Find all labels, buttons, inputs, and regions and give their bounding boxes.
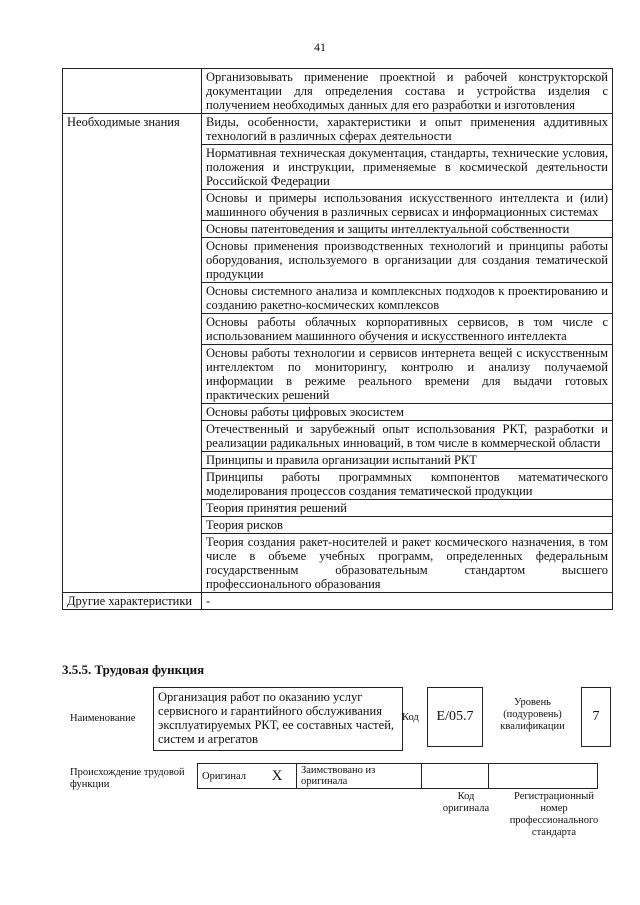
row-label xyxy=(63,404,202,421)
origin-code-label: Код оригинала xyxy=(442,791,490,814)
name-label: Наименование xyxy=(70,713,136,724)
row-value: Нормативная техническая документация, стандарты, технические условия, положения и инструкции, применяемые в космической деятельности Российской Федерации xyxy=(202,145,613,190)
row-label xyxy=(63,221,202,238)
function-name-box: Организация работ по оказанию услуг сервисного и гарантийного обслуживания эксплуатируемых РКТ, ее составных частей, систем и агрегатов xyxy=(153,687,403,751)
row-label xyxy=(63,69,202,114)
row-value: Основы системного анализа и комплексных подходов к проектированию и созданию ракетно-космических комплексов xyxy=(202,283,613,314)
table-row xyxy=(63,421,613,452)
row-value: Основы и примеры использования искусственного интеллекта и (или) машинного обучения в различных сервисах и информационных системах xyxy=(202,190,613,221)
row-value: Теория рисков xyxy=(202,517,613,534)
table-row xyxy=(63,69,613,114)
section-title: 3.5.5. Трудовая функция xyxy=(62,662,205,677)
table-row xyxy=(63,469,613,500)
table-row xyxy=(63,345,613,404)
page-number: 41 xyxy=(314,40,326,54)
row-value: Организовывать применение проектной и рабочей конструкторской документации для определения состава и устройства изделия с получением необходимых данных для его разработки и изготовления xyxy=(202,69,613,114)
original-label: Оригинал xyxy=(198,764,259,789)
row-value: Основы работы технологии и сервисов интернета вещей с искусственным интеллектом по мониторингу, контролю и анализу получаемой информации в режиме реального времени для выдачи готовых практических решений xyxy=(202,345,613,404)
row-label xyxy=(63,283,202,314)
row-label xyxy=(63,517,202,534)
reg-number-cell xyxy=(489,764,598,789)
level-label: Уровень (подуровень) квалификации xyxy=(500,697,565,732)
origin-code-cell xyxy=(422,764,489,789)
row-label xyxy=(63,145,202,190)
row-label xyxy=(63,314,202,345)
row-value: Основы работы облачных корпоративных сервисов, в том числе с использованием машинного обучения и искусственного интеллекта xyxy=(202,314,613,345)
knowledge-table xyxy=(62,68,613,610)
row-label xyxy=(63,345,202,404)
table-row xyxy=(63,404,613,421)
table-row xyxy=(63,500,613,517)
row-label: Другие характеристики xyxy=(63,593,202,610)
row-value: Основы работы цифровых экосистем xyxy=(202,404,613,421)
row-label xyxy=(63,452,202,469)
table-row xyxy=(63,593,613,610)
row-value: Отечественный и зарубежный опыт использования РКТ, разработки и реализации радикальных инноваций, в том числе в коммерческой области xyxy=(202,421,613,452)
table-row xyxy=(63,114,613,145)
row-label xyxy=(63,534,202,593)
row-value: - xyxy=(202,593,613,610)
row-value: Принципы работы программных компонентов математического моделирования процессов создания тематической продукции xyxy=(202,469,613,500)
row-label: Необходимые знания xyxy=(63,114,202,145)
borrowed-label: Заимствовано из оригинала xyxy=(297,764,422,789)
table-row xyxy=(63,314,613,345)
table-row xyxy=(63,238,613,283)
origin-label: Происхождение трудовой функции xyxy=(70,767,185,790)
row-value: Основы патентоведения и защиты интеллектуальной собственности xyxy=(202,221,613,238)
row-value: Основы применения производственных технологий и принципы работы оборудования, используемого в организации для создания тематической продукции xyxy=(202,238,613,283)
row-value: Теория принятия решений xyxy=(202,500,613,517)
row-label xyxy=(63,190,202,221)
row-label xyxy=(63,500,202,517)
row-value: Виды, особенности, характеристики и опыт применения аддитивных технологий в различных сферах деятельности xyxy=(202,114,613,145)
level-box: 7 xyxy=(581,687,611,747)
table-row xyxy=(63,283,613,314)
row-value: Теория создания ракет-носителей и ракет космического назначения, в том числе в объеме учебных программ, определенных федеральным государственным образовательным стандартом высшего профессионального образования xyxy=(202,534,613,593)
table-row xyxy=(63,221,613,238)
code-box: E/05.7 xyxy=(427,687,483,747)
table-row xyxy=(63,190,613,221)
table-row xyxy=(63,145,613,190)
table-row xyxy=(63,452,613,469)
reg-number-label: Регистрационный номер профессионального стандарта xyxy=(509,791,599,838)
row-label xyxy=(63,469,202,500)
origin-table xyxy=(197,763,598,789)
table-row xyxy=(63,534,613,593)
row-label xyxy=(63,421,202,452)
table-row xyxy=(63,517,613,534)
code-label: Код xyxy=(402,712,419,723)
row-value: Принципы и правила организации испытаний РКТ xyxy=(202,452,613,469)
row-label xyxy=(63,238,202,283)
original-mark: X xyxy=(258,764,297,789)
